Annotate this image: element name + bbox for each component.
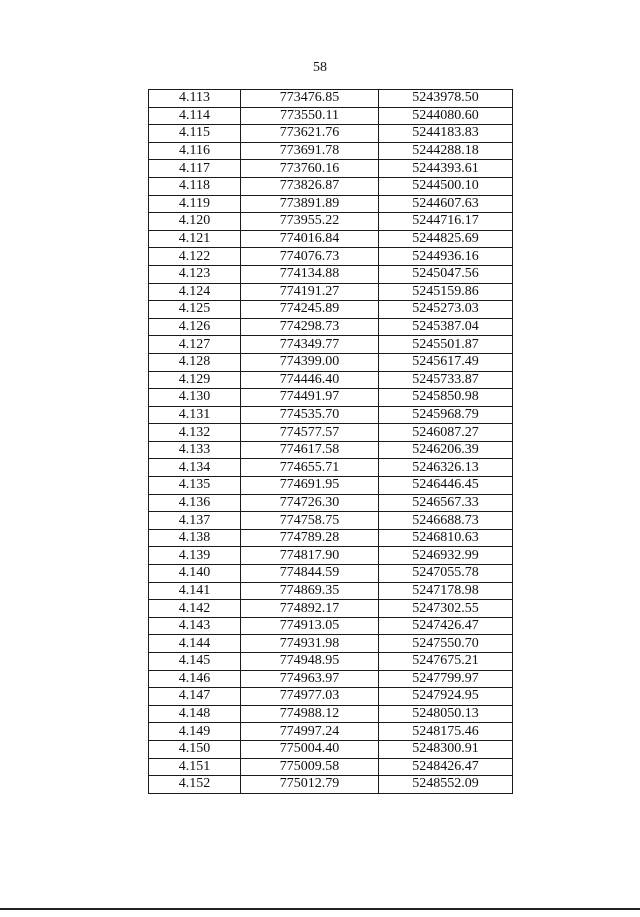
y-coordinate-cell: 5246932.99 <box>379 547 513 565</box>
table-row <box>149 477 513 495</box>
point-number-cell: 4.138 <box>149 529 241 547</box>
y-coordinate-cell: 5245968.79 <box>379 406 513 424</box>
page-number: 58 <box>313 60 327 75</box>
x-coordinate-cell: 775012.79 <box>241 776 379 794</box>
table-row <box>149 301 513 319</box>
y-coordinate-cell: 5247675.21 <box>379 653 513 671</box>
table-row <box>149 494 513 512</box>
point-number-cell: 4.135 <box>149 477 241 495</box>
point-number-cell: 4.148 <box>149 705 241 723</box>
table-row <box>149 265 513 283</box>
x-coordinate-cell: 774977.03 <box>241 688 379 706</box>
y-coordinate-cell: 5244825.69 <box>379 230 513 248</box>
x-coordinate-cell: 774892.17 <box>241 600 379 618</box>
point-number-cell: 4.117 <box>149 160 241 178</box>
table-row <box>149 653 513 671</box>
y-coordinate-cell: 5248175.46 <box>379 723 513 741</box>
y-coordinate-cell: 5246326.13 <box>379 459 513 477</box>
point-number-cell: 4.124 <box>149 283 241 301</box>
point-number-cell: 4.115 <box>149 125 241 143</box>
x-coordinate-cell: 774869.35 <box>241 582 379 600</box>
table-row <box>149 177 513 195</box>
x-coordinate-cell: 773826.87 <box>241 177 379 195</box>
table-row <box>149 90 513 108</box>
y-coordinate-cell: 5246567.33 <box>379 494 513 512</box>
x-coordinate-cell: 775009.58 <box>241 758 379 776</box>
point-number-cell: 4.152 <box>149 776 241 794</box>
x-coordinate-cell: 774535.70 <box>241 406 379 424</box>
table-row <box>149 600 513 618</box>
y-coordinate-cell: 5246446.45 <box>379 477 513 495</box>
y-coordinate-cell: 5244393.61 <box>379 160 513 178</box>
x-coordinate-cell: 774577.57 <box>241 424 379 442</box>
point-number-cell: 4.147 <box>149 688 241 706</box>
x-coordinate-cell: 774399.00 <box>241 353 379 371</box>
x-coordinate-cell: 774931.98 <box>241 635 379 653</box>
point-number-cell: 4.127 <box>149 336 241 354</box>
x-coordinate-cell: 774758.75 <box>241 512 379 530</box>
y-coordinate-cell: 5245387.04 <box>379 318 513 336</box>
point-number-cell: 4.133 <box>149 441 241 459</box>
y-coordinate-cell: 5245850.98 <box>379 389 513 407</box>
x-coordinate-cell: 774446.40 <box>241 371 379 389</box>
point-number-cell: 4.150 <box>149 740 241 758</box>
table-row <box>149 459 513 477</box>
table-row <box>149 248 513 266</box>
point-number-cell: 4.131 <box>149 406 241 424</box>
x-coordinate-cell: 773691.78 <box>241 142 379 160</box>
x-coordinate-cell: 773621.76 <box>241 125 379 143</box>
point-number-cell: 4.126 <box>149 318 241 336</box>
table-row <box>149 635 513 653</box>
y-coordinate-cell: 5248552.09 <box>379 776 513 794</box>
point-number-cell: 4.113 <box>149 90 241 108</box>
x-coordinate-cell: 774691.95 <box>241 477 379 495</box>
table-row <box>149 688 513 706</box>
y-coordinate-cell: 5247924.95 <box>379 688 513 706</box>
point-number-cell: 4.141 <box>149 582 241 600</box>
coordinates-table <box>148 89 513 794</box>
y-coordinate-cell: 5245047.56 <box>379 265 513 283</box>
y-coordinate-cell: 5246688.73 <box>379 512 513 530</box>
page-bottom-rule <box>0 908 640 910</box>
table-row <box>149 142 513 160</box>
y-coordinate-cell: 5244183.83 <box>379 125 513 143</box>
table-row <box>149 705 513 723</box>
table-row <box>149 160 513 178</box>
table-row <box>149 758 513 776</box>
y-coordinate-cell: 5244607.63 <box>379 195 513 213</box>
point-number-cell: 4.116 <box>149 142 241 160</box>
x-coordinate-cell: 774134.88 <box>241 265 379 283</box>
point-number-cell: 4.136 <box>149 494 241 512</box>
table-row <box>149 213 513 231</box>
x-coordinate-cell: 774016.84 <box>241 230 379 248</box>
table-row <box>149 441 513 459</box>
y-coordinate-cell: 5248050.13 <box>379 705 513 723</box>
point-number-cell: 4.143 <box>149 617 241 635</box>
table-row <box>149 512 513 530</box>
table-row <box>149 565 513 583</box>
table-row <box>149 283 513 301</box>
x-coordinate-cell: 774988.12 <box>241 705 379 723</box>
table-row <box>149 529 513 547</box>
table-row <box>149 371 513 389</box>
point-number-cell: 4.123 <box>149 265 241 283</box>
x-coordinate-cell: 774948.95 <box>241 653 379 671</box>
point-number-cell: 4.137 <box>149 512 241 530</box>
x-coordinate-cell: 774491.97 <box>241 389 379 407</box>
table-row <box>149 406 513 424</box>
x-coordinate-cell: 773891.89 <box>241 195 379 213</box>
table-row <box>149 617 513 635</box>
x-coordinate-cell: 774963.97 <box>241 670 379 688</box>
table-row <box>149 424 513 442</box>
y-coordinate-cell: 5246206.39 <box>379 441 513 459</box>
y-coordinate-cell: 5248426.47 <box>379 758 513 776</box>
table-row <box>149 723 513 741</box>
y-coordinate-cell: 5244080.60 <box>379 107 513 125</box>
x-coordinate-cell: 774298.73 <box>241 318 379 336</box>
x-coordinate-cell: 774817.90 <box>241 547 379 565</box>
y-coordinate-cell: 5248300.91 <box>379 740 513 758</box>
y-coordinate-cell: 5247426.47 <box>379 617 513 635</box>
y-coordinate-cell: 5244716.17 <box>379 213 513 231</box>
table-row <box>149 125 513 143</box>
x-coordinate-cell: 774349.77 <box>241 336 379 354</box>
table-row <box>149 776 513 794</box>
x-coordinate-cell: 773760.16 <box>241 160 379 178</box>
y-coordinate-cell: 5246810.63 <box>379 529 513 547</box>
point-number-cell: 4.120 <box>149 213 241 231</box>
coordinates-table-body <box>149 90 513 794</box>
table-row <box>149 336 513 354</box>
point-number-cell: 4.122 <box>149 248 241 266</box>
y-coordinate-cell: 5245733.87 <box>379 371 513 389</box>
point-number-cell: 4.151 <box>149 758 241 776</box>
point-number-cell: 4.119 <box>149 195 241 213</box>
y-coordinate-cell: 5243978.50 <box>379 90 513 108</box>
y-coordinate-cell: 5244936.16 <box>379 248 513 266</box>
point-number-cell: 4.134 <box>149 459 241 477</box>
x-coordinate-cell: 773955.22 <box>241 213 379 231</box>
table-row <box>149 740 513 758</box>
y-coordinate-cell: 5247178.98 <box>379 582 513 600</box>
point-number-cell: 4.129 <box>149 371 241 389</box>
y-coordinate-cell: 5244288.18 <box>379 142 513 160</box>
point-number-cell: 4.118 <box>149 177 241 195</box>
x-coordinate-cell: 774655.71 <box>241 459 379 477</box>
table-row <box>149 389 513 407</box>
x-coordinate-cell: 774997.24 <box>241 723 379 741</box>
point-number-cell: 4.146 <box>149 670 241 688</box>
table-row <box>149 582 513 600</box>
y-coordinate-cell: 5244500.10 <box>379 177 513 195</box>
point-number-cell: 4.128 <box>149 353 241 371</box>
table-row <box>149 353 513 371</box>
y-coordinate-cell: 5245273.03 <box>379 301 513 319</box>
point-number-cell: 4.130 <box>149 389 241 407</box>
x-coordinate-cell: 775004.40 <box>241 740 379 758</box>
table-row <box>149 107 513 125</box>
x-coordinate-cell: 774191.27 <box>241 283 379 301</box>
point-number-cell: 4.145 <box>149 653 241 671</box>
x-coordinate-cell: 774913.05 <box>241 617 379 635</box>
point-number-cell: 4.121 <box>149 230 241 248</box>
table-row <box>149 195 513 213</box>
x-coordinate-cell: 774245.89 <box>241 301 379 319</box>
x-coordinate-cell: 774617.58 <box>241 441 379 459</box>
y-coordinate-cell: 5247302.55 <box>379 600 513 618</box>
y-coordinate-cell: 5246087.27 <box>379 424 513 442</box>
point-number-cell: 4.149 <box>149 723 241 741</box>
table-row <box>149 547 513 565</box>
x-coordinate-cell: 773476.85 <box>241 90 379 108</box>
x-coordinate-cell: 774726.30 <box>241 494 379 512</box>
table-row <box>149 670 513 688</box>
y-coordinate-cell: 5247799.97 <box>379 670 513 688</box>
x-coordinate-cell: 774076.73 <box>241 248 379 266</box>
point-number-cell: 4.114 <box>149 107 241 125</box>
y-coordinate-cell: 5245501.87 <box>379 336 513 354</box>
point-number-cell: 4.139 <box>149 547 241 565</box>
point-number-cell: 4.140 <box>149 565 241 583</box>
table-row <box>149 318 513 336</box>
y-coordinate-cell: 5245617.49 <box>379 353 513 371</box>
table-row <box>149 230 513 248</box>
y-coordinate-cell: 5245159.86 <box>379 283 513 301</box>
y-coordinate-cell: 5247055.78 <box>379 565 513 583</box>
x-coordinate-cell: 773550.11 <box>241 107 379 125</box>
y-coordinate-cell: 5247550.70 <box>379 635 513 653</box>
x-coordinate-cell: 774844.59 <box>241 565 379 583</box>
x-coordinate-cell: 774789.28 <box>241 529 379 547</box>
point-number-cell: 4.142 <box>149 600 241 618</box>
point-number-cell: 4.144 <box>149 635 241 653</box>
point-number-cell: 4.132 <box>149 424 241 442</box>
point-number-cell: 4.125 <box>149 301 241 319</box>
